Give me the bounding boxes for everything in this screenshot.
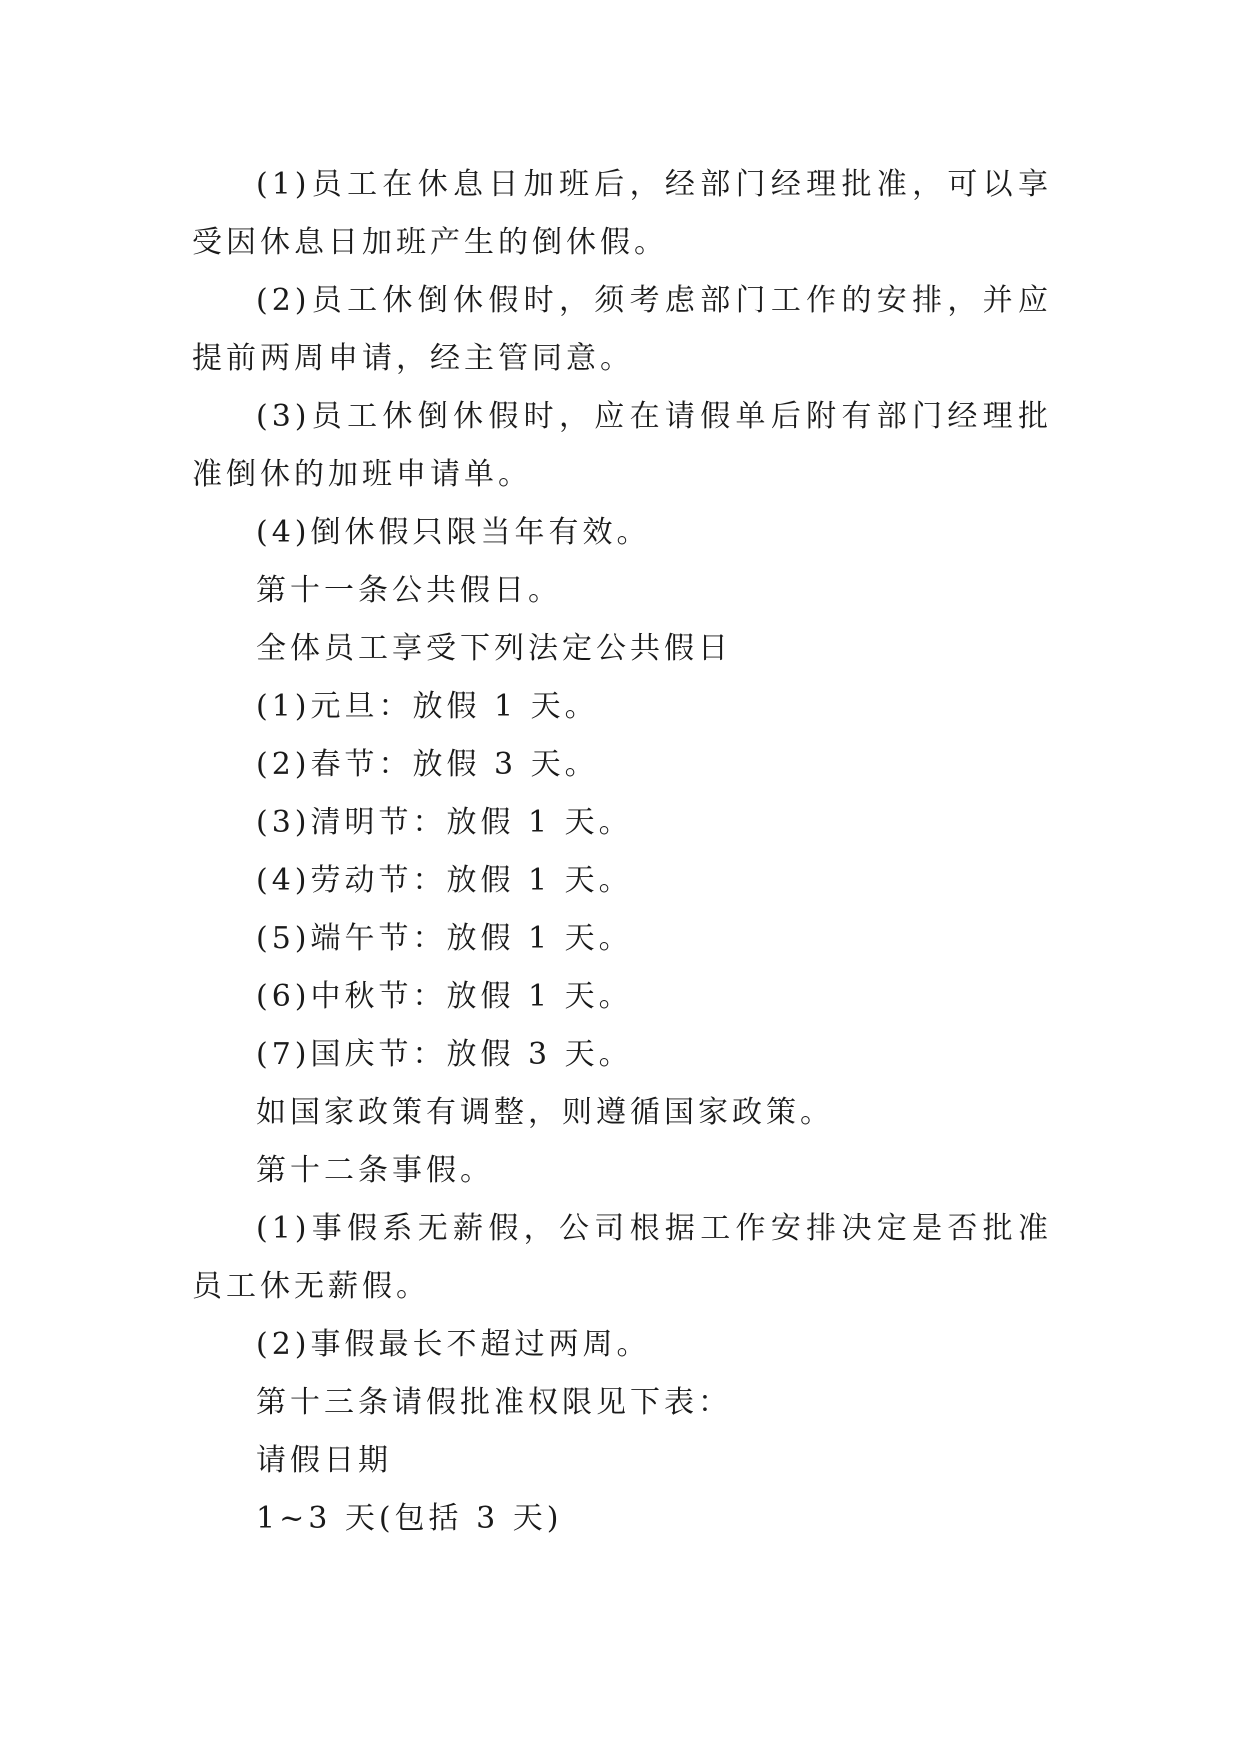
policy-adjustment-note: 如国家政策有调整，则遵循国家政策。 — [256, 1095, 834, 1130]
paragraph-comp-leave-2: (2)员工休倒休假时，须考虑部门工作的安排，并应提前两周申请，经主管同意。 — [192, 283, 1052, 376]
paragraph-comp-leave-4: (4)倒休假只限当年有效。 — [256, 515, 651, 550]
holiday-item-new-year: (1)元旦：放假 1 天。 — [256, 689, 599, 724]
personal-leave-item-2: (2)事假最长不超过两周。 — [256, 1327, 651, 1362]
holiday-item-labor-day: (4)劳动节：放假 1 天。 — [256, 863, 633, 898]
article-13-heading: 第十三条请假批准权限见下表： — [256, 1385, 732, 1420]
article-12-heading: 第十二条事假。 — [256, 1153, 494, 1188]
paragraph-comp-leave-1: (1)员工在休息日加班后，经部门经理批准，可以享受因休息日加班产生的倒休假。 — [192, 167, 1052, 260]
leave-range-1-3-days: 1~3 天(包括 3 天) — [256, 1501, 563, 1536]
personal-leave-item-1: (1)事假系无薪假，公司根据工作安排决定是否批准员工休无薪假。 — [192, 1211, 1052, 1304]
holiday-item-dragon-boat: (5)端午节：放假 1 天。 — [256, 921, 633, 956]
public-holiday-intro: 全体员工享受下列法定公共假日 — [256, 631, 732, 666]
document-body — [192, 156, 1052, 1548]
holiday-item-spring-festival: (2)春节：放假 3 天。 — [256, 747, 599, 782]
leave-date-label: 请假日期 — [256, 1443, 392, 1478]
holiday-item-mid-autumn: (6)中秋节：放假 1 天。 — [256, 979, 633, 1014]
holiday-item-national-day: (7)国庆节：放假 3 天。 — [256, 1037, 633, 1072]
paragraph-comp-leave-3: (3)员工休倒休假时，应在请假单后附有部门经理批准倒休的加班申请单。 — [192, 399, 1052, 492]
holiday-item-qingming: (3)清明节：放假 1 天。 — [256, 805, 633, 840]
article-11-heading: 第十一条公共假日。 — [256, 573, 562, 608]
